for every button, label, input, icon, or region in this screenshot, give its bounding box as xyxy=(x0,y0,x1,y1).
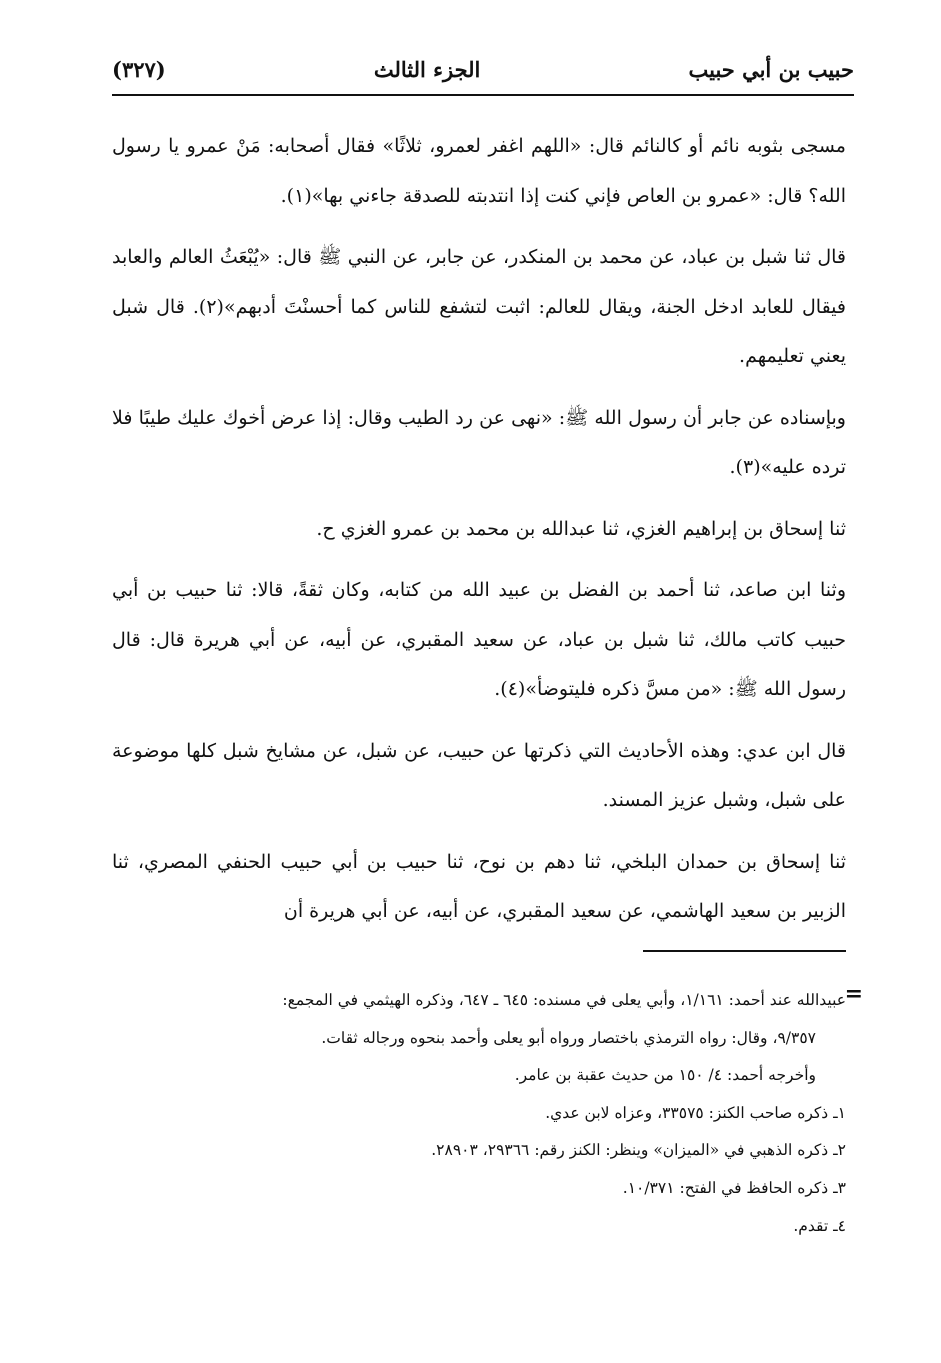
footnote-line: وأخرجه أحمد: ٤/ ١٥٠ من حديث عقبة بن عامر. xyxy=(514,1066,816,1085)
footnotes xyxy=(112,982,846,1245)
footnote-line: ١ـ ذكره صاحب الكنز: ٣٣٥٧٥، وعزاه لابن عدي. xyxy=(545,1103,846,1122)
running-header xyxy=(112,52,854,86)
footnote-divider xyxy=(643,950,846,952)
header-divider xyxy=(112,94,854,96)
paragraph: وبإسناده عن جابر أن رسول الله ﷺ: «نهى عن رد الطيب وقال: إذا عرض أخوك عليك طيبًا فلا ترده عليه»(٣). xyxy=(112,406,846,478)
paragraph: مسجى بثوبه نائم أو كالنائم قال: «اللهم اغفر لعمرو، ثلاثًا» فقال أصحابه: مَنْ عمرو يا رسول الله؟ قال: «عمرو بن العاص فإني كنت إذا انتدبته للصدقة جاءني بها»(١). xyxy=(112,135,846,207)
book-title: حبيب بن أبي حبيب xyxy=(688,56,854,82)
paragraph: قال ابن عدي: وهذه الأحاديث التي ذكرتها عن حبيب، عن شبل، عن مشايخ شبل كلها موضوعة على شبل، وشبل عزيز المسند. xyxy=(112,739,846,811)
footnote-line: عبيدالله عند أحمد: ١/١٦١، وأبي يعلى في مسنده: ٦٤٥ ـ ٦٤٧، وذكره الهيثمي في المجمع: xyxy=(282,991,846,1009)
paragraph: ثنا إسحاق بن إبراهيم الغزي، ثنا عبدالله بن محمد بن عمرو الغزي ح. xyxy=(316,517,846,540)
paragraph: قال ثنا شبل بن عباد، عن محمد بن المنكدر، عن جابر، عن النبي ﷺ قال: «يُبْعَثُ العالم والعابد فيقال للعابد ادخل الجنة، ويقال للعالم: اثبت لتشفع للناس كما أحسنْتَ أدبهم»(٢). قال شبل يعني تعليمهم. xyxy=(112,246,846,367)
footnote-continuation-mark: = xyxy=(844,981,863,1007)
main-text xyxy=(112,122,846,937)
footnote-line: ٢ـ ذكره الذهبي في «الميزان» وينظر: الكنز رقم: ٢٩٣٦٦، ٢٨٩٠٣. xyxy=(431,1141,846,1160)
paragraph: ثنا إسحاق بن حمدان البلخي، ثنا دهم بن نوح، ثنا حبيب بن أبي حبيب الحنفي المصري، ثنا الزبير بن سعيد الهاشمي، عن سعيد المقبري، عن أبيه، عن أبي هريرة أن xyxy=(112,850,846,922)
page-number: (٣٢٧) xyxy=(112,56,166,82)
footnote-line: ٩/٣٥٧، وقال: رواه الترمذي باختصار ورواه أبو يعلى وأحمد بنحوه ورجاله ثقات. xyxy=(321,1028,816,1047)
footnote-line: ٣ـ ذكره الحافظ في الفتح: ١٠/٣٧١. xyxy=(622,1178,846,1197)
footnote-line: ٤ـ تقدم. xyxy=(793,1216,846,1235)
volume-label: الجزء الثالث xyxy=(373,56,481,82)
paragraph: وثنا ابن صاعد، ثنا أحمد بن الفضل بن عبيد الله من كتابه، وكان ثقةً، قالا: ثنا حبيب بن أبي حبيب كاتب مالك، ثنا شبل بن عباد، عن سعيد المقبري، عن أبيه، عن أبي هريرة قال: قال رسول الله ﷺ: «من مسَّ ذكره فليتوضأ»(٤). xyxy=(112,579,846,700)
